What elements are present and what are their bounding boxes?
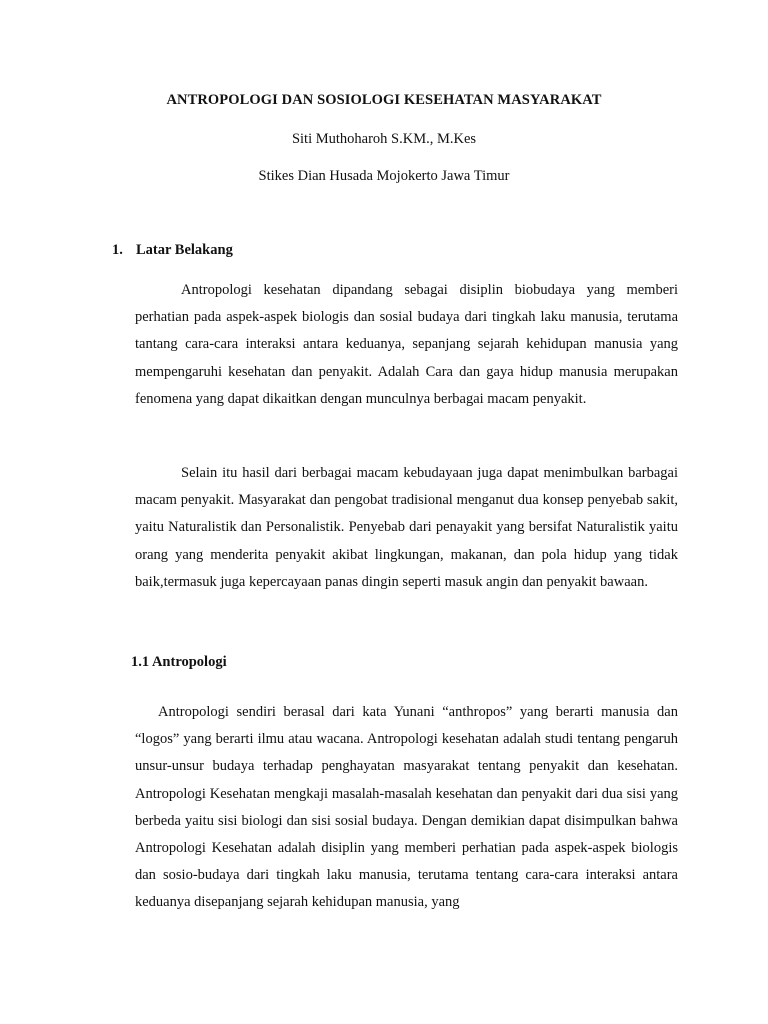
section-heading-latar-belakang [112,242,233,259]
section-title: Latar Belakang [136,242,233,258]
document-title: ANTROPOLOGI DAN SOSIOLOGI KESEHATAN MASYARAKAT [166,92,602,108]
section-number: 1. [112,242,123,258]
author-affiliation: Stikes Dian Husada Mojokerto Jawa Timur [258,168,510,184]
author-name: Siti Muthoharoh S.KM., M.Kes [291,131,477,147]
paragraph-latar-belakang-1: Antropologi kesehatan dipandang sebagai disiplin biobudaya yang memberi perhatian pada aspek-aspek biologis dan sosial budaya dari tingkah laku manusia, terutama tantang cara-cara interaksi antara keduanya, sepanjang sejarah kehidupan manusia yang mempengaruhi kesehatan dan penyakit. Adalah Cara dan gaya hidup manusia merupakan fenomena yang dapat dikaitkan dengan munculnya berbagai macam penyakit. [135,282,678,407]
paragraph-antropologi-1: Antropologi sendiri berasal dari kata Yunani “anthropos” yang berarti manusia dan “logos” yang berarti ilmu atau wacana. Antropologi kesehatan adalah studi tentang pengaruh unsur-unsur budaya terhadap penghayatan masyarakat tentang penyakit dan kesehatan. Antropologi Kesehatan mengkaji masalah-masalah kesehatan dan penyakit dari dua sisi yang berbeda yaitu sisi biologi dan sisi sosial budaya. Dengan demikian dapat disimpulkan bahwa Antropologi Kesehatan adalah disiplin yang memberi perhatian pada aspek-aspek biologis dan sosio-budaya dari tingkah laku manusia, terutama tentang cara-cara interaksi antara keduanya disepanjang sejarah kehidupan manusia, yang [135,704,678,911]
paragraph-latar-belakang-2: Selain itu hasil dari berbagai macam kebudayaan juga dapat menimbulkan barbagai macam penyakit. Masyarakat dan pengobat tradisional menganut dua konsep penyebab sakit, yaitu Naturalistik dan Personalistik. Penyebab dari penayakit yang bersifat Naturalistik yaitu orang yang menderita penyakit akibat lingkungan, makanan, dan pola hidup yang tidak baik,termasuk juga kepercayaan panas dingin seperti masuk angin dan penyakit bawaan. [135,465,678,590]
subsection-heading-antropologi: 1.1 Antropologi [131,654,227,670]
